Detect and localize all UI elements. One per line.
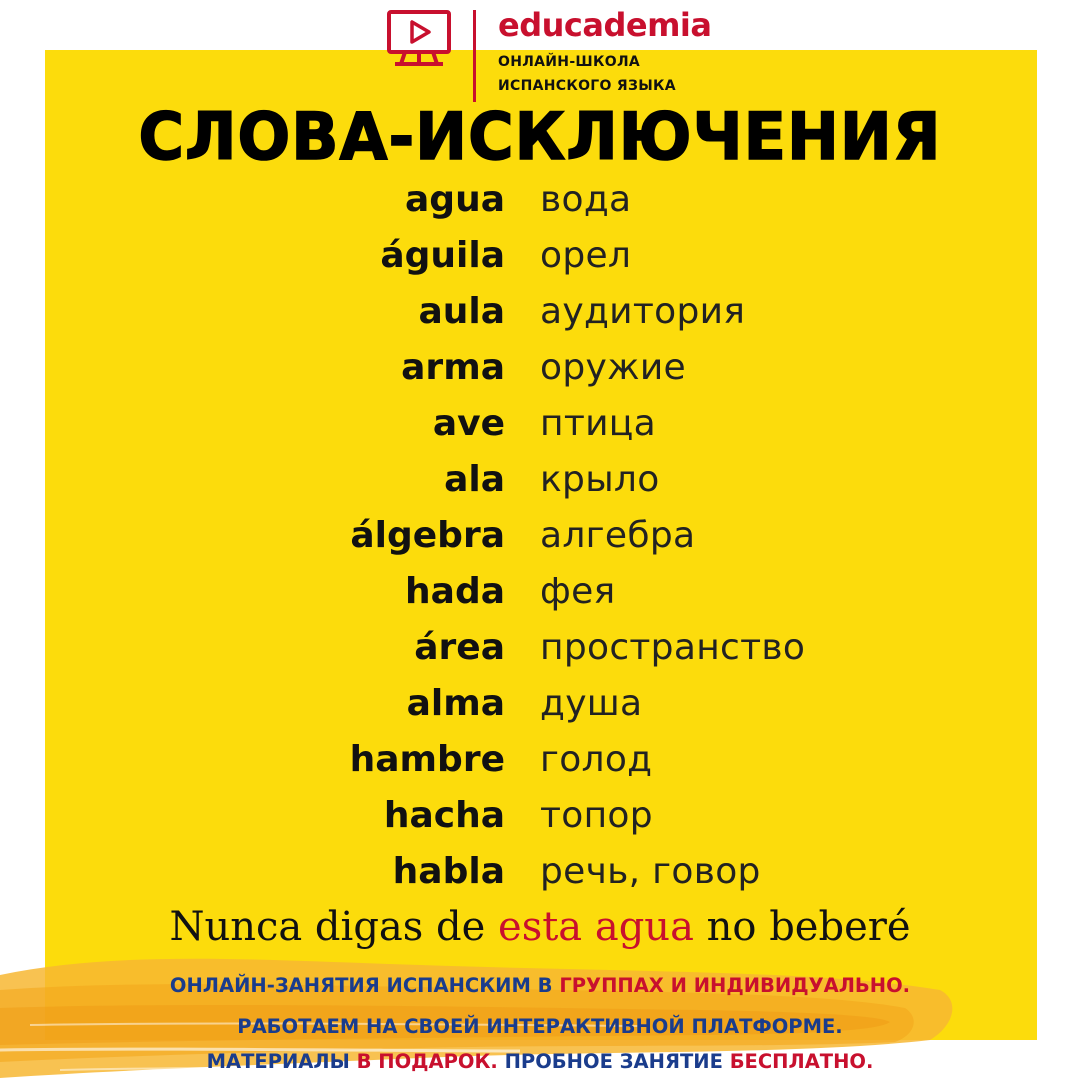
word-row bbox=[0, 732, 1080, 788]
russian-translation: орел bbox=[540, 235, 632, 276]
word-row bbox=[0, 172, 1080, 228]
footer-line2 bbox=[0, 1015, 1080, 1038]
brand-tagline-line2: ИСПАНСКОГО ЯЗЫКА bbox=[498, 78, 676, 94]
spanish-word: ave bbox=[432, 403, 505, 444]
spanish-word: álgebra bbox=[350, 515, 505, 556]
russian-translation: птица bbox=[540, 403, 656, 444]
page-title: СЛОВА-ИСКЛЮЧЕНИЯ bbox=[138, 98, 942, 175]
logo-divider bbox=[473, 10, 476, 102]
proverb-part1: Nunca digas de bbox=[169, 904, 499, 950]
russian-translation: пространство bbox=[540, 627, 806, 668]
spanish-word: águila bbox=[380, 235, 505, 276]
proverb bbox=[0, 904, 1080, 950]
russian-translation: голод bbox=[540, 739, 653, 780]
footer-line3-c: ПРОБНОЕ ЗАНЯТИЕ bbox=[497, 1050, 730, 1073]
footer-line1-b: ГРУППАХ И ИНДИВИДУАЛЬНО. bbox=[559, 974, 911, 997]
spanish-word: hada bbox=[405, 571, 505, 612]
spanish-word: hambre bbox=[349, 739, 505, 780]
spanish-word: aula bbox=[418, 291, 505, 332]
spanish-word: alma bbox=[406, 683, 505, 724]
word-row bbox=[0, 396, 1080, 452]
word-row bbox=[0, 228, 1080, 284]
footer-line2-text: РАБОТАЕМ НА СВОЕЙ ИНТЕРАКТИВНОЙ ПЛАТФОРМЕ. bbox=[237, 1015, 843, 1038]
word-row bbox=[0, 284, 1080, 340]
word-row bbox=[0, 788, 1080, 844]
word-row bbox=[0, 844, 1080, 900]
spanish-word: habla bbox=[392, 851, 505, 892]
word-row bbox=[0, 564, 1080, 620]
russian-translation: топор bbox=[540, 795, 653, 836]
spanish-word: ala bbox=[444, 459, 505, 500]
russian-translation: речь, говор bbox=[540, 851, 761, 892]
word-row bbox=[0, 620, 1080, 676]
word-list bbox=[0, 172, 1080, 900]
monitor-play-icon bbox=[385, 6, 453, 68]
proverb-highlight: esta agua bbox=[498, 904, 694, 950]
russian-translation: душа bbox=[540, 683, 643, 724]
russian-translation: фея bbox=[540, 571, 616, 612]
spanish-word: agua bbox=[405, 179, 505, 220]
footer-line1-a: ОНЛАЙН-ЗАНЯТИЯ ИСПАНСКИМ В bbox=[169, 974, 560, 997]
russian-translation: алгебра bbox=[540, 515, 696, 556]
spanish-word: hacha bbox=[383, 795, 505, 836]
footer-line3-d: БЕСПЛАТНО. bbox=[729, 1050, 874, 1073]
word-row bbox=[0, 452, 1080, 508]
brand-tagline-line1: ОНЛАЙН-ШКОЛА bbox=[498, 54, 641, 70]
proverb-part2: no beberé bbox=[693, 904, 911, 950]
russian-translation: оружие bbox=[540, 347, 686, 388]
footer-line3 bbox=[0, 1050, 1080, 1073]
footer-line3-a: МАТЕРИАЛЫ bbox=[206, 1050, 357, 1073]
russian-translation: крыло bbox=[540, 459, 660, 500]
russian-translation: вода bbox=[540, 179, 632, 220]
word-row bbox=[0, 508, 1080, 564]
brand-name: educademia bbox=[498, 6, 712, 44]
russian-translation: аудитория bbox=[540, 291, 746, 332]
footer-line3-b: В ПОДАРОК. bbox=[356, 1050, 498, 1073]
word-row bbox=[0, 676, 1080, 732]
footer-line1 bbox=[0, 974, 1080, 997]
word-row bbox=[0, 340, 1080, 396]
spanish-word: área bbox=[414, 627, 505, 668]
spanish-word: arma bbox=[401, 347, 505, 388]
